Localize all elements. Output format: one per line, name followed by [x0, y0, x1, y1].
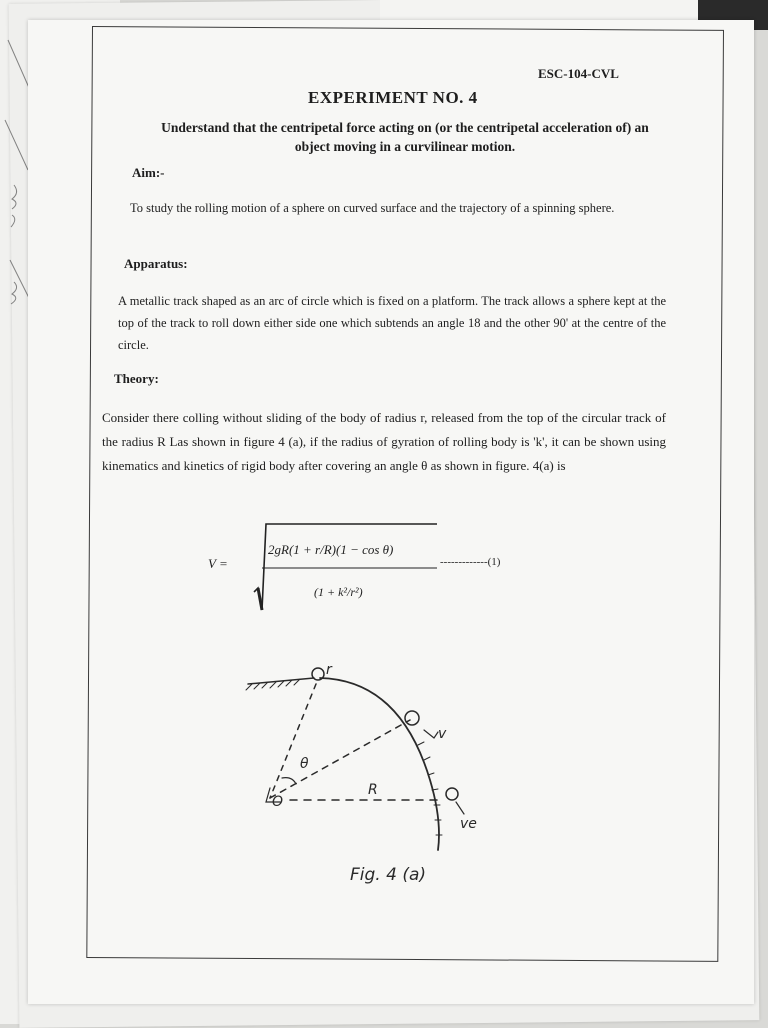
theory-heading: Theory: [114, 371, 159, 386]
equation-lhs: V = [208, 556, 228, 571]
label-r: r [326, 662, 332, 678]
equation-radical [232, 520, 442, 620]
figure-caption: Fig. 4 (a) [350, 865, 427, 885]
apparatus-text: A metallic track shaped as an arc of circle which is fixed on a platform. The track allows a sphere kept at the top of the track to roll down either side one which subtends an angle 18 and the other 90' at the centre of the circle. [118, 294, 666, 352]
label-theta: θ [300, 756, 309, 772]
equation-number: -------------(1) [440, 556, 501, 568]
aim-text: To study the rolling motion of a sphere on curved surface and the trajectory of a spinning sphere. [130, 201, 615, 215]
label-R: R [368, 782, 378, 798]
figure-4a [230, 660, 510, 890]
radius-line-diagonal [270, 720, 410, 798]
label-O: O [272, 794, 284, 810]
radius-line-vertical [270, 684, 316, 798]
equation-numerator: 2gR(1 + r/R)(1 − cos θ) [268, 542, 394, 557]
velocity-arrow [424, 730, 438, 738]
experiment-title: EXPERIMENT NO. 4 [308, 88, 478, 107]
theory-text: Consider there colling without sliding of the body of radius r, released from the top of the circular track of the radius R Las shown in figure 4 (a), if the radius of gyration of rolling body is 'k', it can be shown using kinematics and kinetics of rigid body after covering an angle θ as shown in figure. 4(a) is [102, 410, 666, 473]
label-ve: ve [460, 816, 477, 832]
angle-arc [282, 778, 296, 784]
label-v: v [438, 726, 447, 742]
course-code: ESC-104-CVL [538, 66, 619, 81]
equation-denominator: (1 + k²/r²) [314, 585, 363, 599]
top-surface-line [248, 678, 314, 684]
sphere-end [446, 788, 458, 800]
sphere-moving [405, 711, 419, 725]
aim-heading: Aim:- [132, 165, 165, 180]
experiment-subtitle: Understand that the centripetal force acting on (or the centripetal acceleration of) an object moving in a curvilinear motion. [161, 120, 649, 154]
end-velocity-arrow [456, 802, 464, 814]
sphere-top [312, 668, 324, 680]
circular-track [320, 678, 439, 850]
apparatus-heading: Apparatus: [124, 256, 188, 271]
